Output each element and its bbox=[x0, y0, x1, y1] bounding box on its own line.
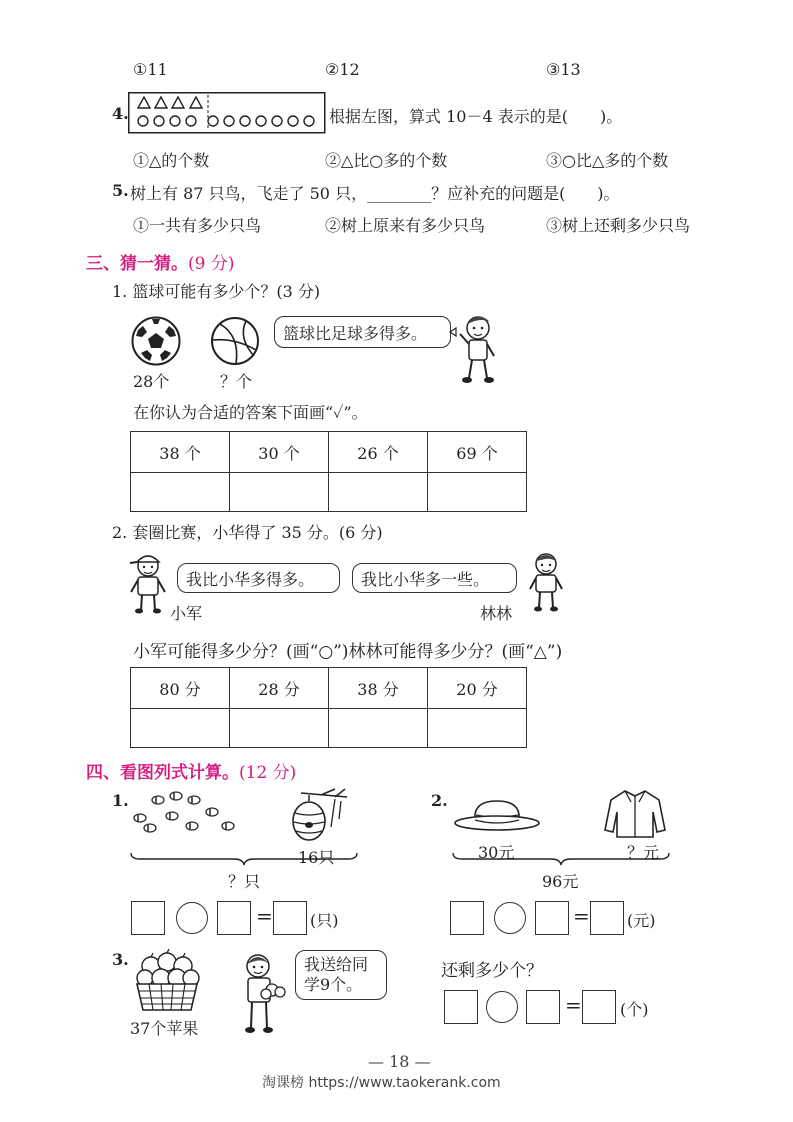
apple-count-label: 37个苹果 bbox=[130, 1019, 199, 1038]
s3q2-answer-cell-2[interactable] bbox=[230, 709, 329, 748]
s4q1-unit: (只) bbox=[310, 911, 339, 930]
section-4-title: 四、看图列式计算。 bbox=[86, 763, 239, 783]
beehive-image bbox=[291, 787, 351, 845]
s4q1-number: 1. bbox=[112, 791, 129, 810]
soccer-count-label: 28个 bbox=[133, 372, 170, 391]
s3q1-instruction: 在你认为合适的答案下面画“✓”。 bbox=[133, 403, 368, 422]
q3-option-a: ①11 bbox=[133, 60, 168, 79]
s4q1-count-label: 16只 bbox=[298, 848, 335, 867]
s4q2-operator-circle[interactable] bbox=[494, 902, 526, 934]
q5-number: 5. bbox=[112, 181, 129, 200]
s3q1-option-4: 69 个 bbox=[428, 432, 527, 473]
apple-basket-image bbox=[133, 948, 201, 1014]
s3q2-answer-cell-4[interactable] bbox=[428, 709, 527, 748]
hat-image bbox=[453, 798, 541, 834]
s3q1-answer-cell-4[interactable] bbox=[428, 473, 527, 512]
s4q2-box-1[interactable] bbox=[450, 901, 484, 935]
linlin-bubble-text: 我比小华多一些。 bbox=[361, 569, 490, 589]
linlin-speech-bubble bbox=[352, 563, 517, 593]
s4q2-equals: = bbox=[573, 904, 590, 928]
s3q1-answer-cell-1[interactable] bbox=[131, 473, 230, 512]
s4q1-box-1[interactable] bbox=[131, 901, 165, 935]
s3q2-option-2: 28 分 bbox=[230, 668, 329, 709]
jacket-price-label: ？元 bbox=[627, 843, 660, 862]
s3q1-option-1: 38 个 bbox=[131, 432, 230, 473]
s4q3-box-1[interactable] bbox=[444, 990, 478, 1024]
s4q1-box-result[interactable] bbox=[273, 901, 307, 935]
jacket-image bbox=[603, 788, 667, 840]
s4q3-box-result[interactable] bbox=[582, 990, 616, 1024]
s4q2-box-2[interactable] bbox=[535, 901, 569, 935]
s3q2-answer-cell-1[interactable] bbox=[131, 709, 230, 748]
basketball-image bbox=[210, 316, 260, 366]
q5-option-c: ③树上还剩多少只鸟 bbox=[546, 216, 691, 235]
q4-option-a: ①△的个数 bbox=[133, 151, 210, 170]
s3q2-option-1: 80 分 bbox=[131, 668, 230, 709]
xiaojun-bubble-text: 我比小华多得多。 bbox=[186, 569, 315, 589]
q4-shape-figure bbox=[128, 92, 326, 134]
q5-question: 树上有 87 只鸟，飞走了 50 只，________？应补充的问题是( )。 bbox=[130, 184, 620, 203]
page-number: — 18 — bbox=[368, 1052, 431, 1071]
s4q3-number: 3. bbox=[112, 950, 129, 969]
hat-price-label: 30元 bbox=[478, 843, 515, 862]
s4q1-total-label: ？只 bbox=[228, 872, 261, 891]
s3q1-answer-cell-3[interactable] bbox=[329, 473, 428, 512]
s4q2-number: 2. bbox=[431, 791, 448, 810]
q4-option-c: ③○比△多的个数 bbox=[546, 151, 669, 170]
linlin-name-label: 林林 bbox=[480, 604, 513, 623]
s4q3-unit: (个) bbox=[620, 1000, 649, 1019]
s3q1-answer-table bbox=[130, 431, 527, 512]
s4q3-equals: = bbox=[565, 993, 582, 1017]
s4q3-speech-bubble bbox=[295, 950, 387, 1000]
q3-option-b: ②12 bbox=[325, 60, 360, 79]
watermark-text: 淘课榜 https://www.taokerank.com bbox=[262, 1075, 501, 1091]
s3q2-title: 2. 套圈比赛，小华得了 35 分。(6 分) bbox=[112, 523, 383, 542]
q5-option-b: ②树上原来有多少只鸟 bbox=[325, 216, 486, 235]
s3q1-option-2: 30 个 bbox=[230, 432, 329, 473]
s4q1-equals: = bbox=[256, 904, 273, 928]
child-holding-apples-image bbox=[238, 952, 286, 1034]
s4q3-operator-circle[interactable] bbox=[486, 991, 518, 1023]
s4q3-bubble-text: 我送给同学9个。 bbox=[304, 955, 369, 994]
s3q1-answer-cell-2[interactable] bbox=[230, 473, 329, 512]
s4q1-operator-circle[interactable] bbox=[176, 902, 208, 934]
s3q1-title: 1. 篮球可能有多少个？(3 分) bbox=[112, 282, 321, 301]
s3q1-speech-bubble bbox=[274, 316, 451, 348]
s4q2-total-label: 96元 bbox=[542, 872, 579, 891]
section-3-heading bbox=[86, 249, 234, 274]
s3q1-option-3: 26 个 bbox=[329, 432, 428, 473]
section-4-score: (12 分) bbox=[239, 763, 297, 783]
s3q2-answer-table bbox=[130, 667, 527, 748]
section-4-heading bbox=[86, 758, 296, 783]
s4q2-brace bbox=[452, 852, 670, 866]
s3q2-option-4: 20 分 bbox=[428, 668, 527, 709]
s3q2-instruction: 小军可能得多少分？(画“○”)林林可能得多少分？(画“△”) bbox=[133, 642, 563, 662]
xiaojun-name-label: 小军 bbox=[170, 604, 203, 623]
xiaojun-speech-bubble bbox=[177, 563, 340, 593]
s4q2-unit: (元) bbox=[627, 911, 656, 930]
q4-option-b: ②△比○多的个数 bbox=[325, 151, 448, 170]
section-3-score: (9 分) bbox=[188, 254, 235, 274]
q3-option-c: ③13 bbox=[546, 60, 581, 79]
boy-character-image bbox=[452, 310, 502, 384]
soccer-ball-image bbox=[131, 316, 181, 366]
bees-group-image bbox=[128, 790, 248, 842]
linlin-character-image bbox=[527, 551, 565, 613]
s4q3-question: 还剩多少个？ bbox=[441, 961, 543, 981]
q4-question: 根据左图，算式 10－4 表示的是( )。 bbox=[329, 107, 623, 126]
s4q2-box-result[interactable] bbox=[590, 901, 624, 935]
s4q3-box-2[interactable] bbox=[526, 990, 560, 1024]
section-3-title: 三、猜一猜。 bbox=[86, 254, 188, 274]
q4-number: 4. bbox=[112, 104, 129, 123]
s3q2-option-3: 38 分 bbox=[329, 668, 428, 709]
s4q1-brace bbox=[130, 852, 358, 866]
xiaojun-character-image bbox=[128, 552, 168, 614]
basketball-count-label: ？个 bbox=[220, 372, 253, 391]
s4q1-box-2[interactable] bbox=[217, 901, 251, 935]
s3q1-bubble-text: 篮球比足球多得多。 bbox=[283, 323, 428, 343]
q5-option-a: ①一共有多少只鸟 bbox=[133, 216, 262, 235]
s3q2-answer-cell-3[interactable] bbox=[329, 709, 428, 748]
